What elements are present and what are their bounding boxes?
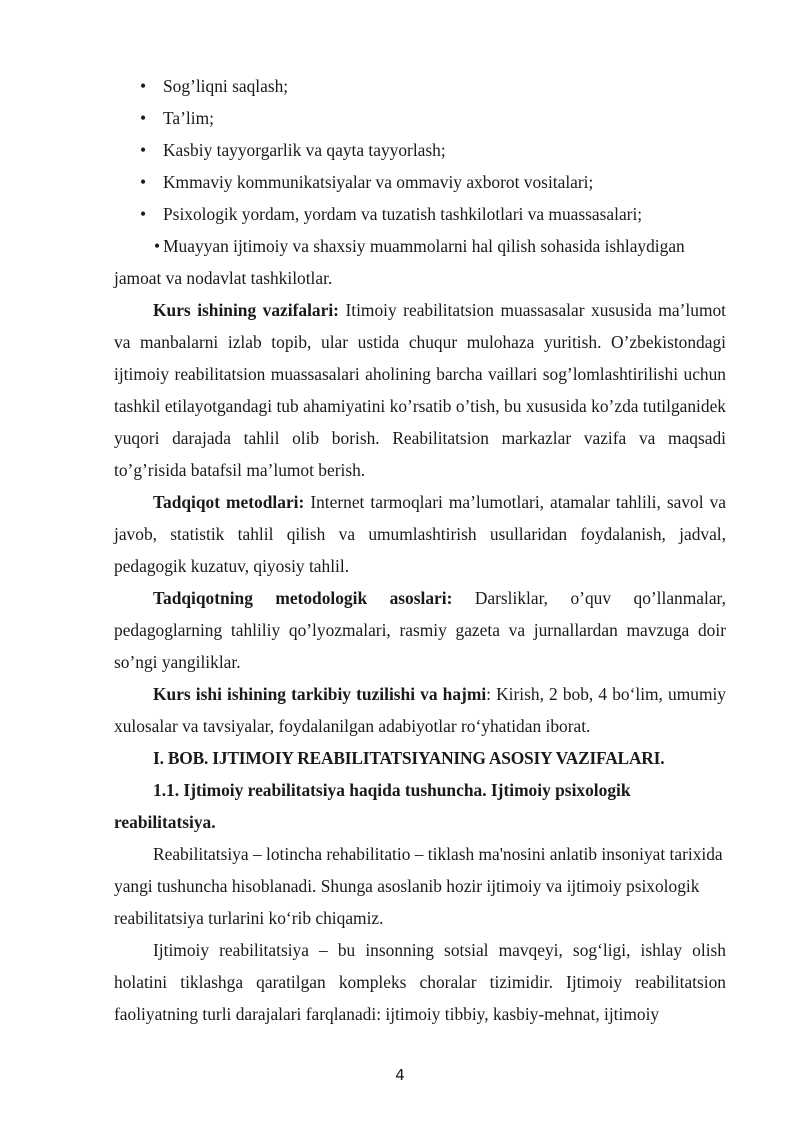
document-page: [114, 70, 726, 1030]
structure-text: : Kirish, 2 bob, 4 bo‘lim, umumiy xulosalar va tavsiyalar, foydalanilgan adabiyotlar ro‘yhatidan iborat.: [114, 684, 726, 736]
page-number: 4: [395, 1066, 405, 1084]
structure-label: Kurs ishi ishining tarkibiy tuzilishi va hajmi: [153, 684, 487, 704]
bullet-glyph: •: [140, 172, 147, 192]
course-tasks-paragraph: [114, 294, 726, 486]
social-rehabilitation-paragraph: Ijtimoiy reabilitatsiya – bu insonning sotsial mavqeyi, sog‘ligi, ishlay olish holatini tiklashga qaratilgan kompleks choralar tizimidir. Ijtimoiy reabilitatsion faoliyatning turli darajalari farqlanadi: ijtimoiy tibbiy, kasbiy-mehnat, ijtimoiy: [114, 940, 726, 1024]
section-heading: 1.1. Ijtimoiy reabilitatsiya haqida tushuncha. Ijtimoiy psixologik reabilitatsiya.: [114, 780, 631, 832]
methodological-basis-paragraph: [114, 582, 726, 678]
list-item: [114, 70, 726, 102]
bullet-glyph: •: [140, 76, 147, 96]
methodological-basis-label: Tadqiqotning metodologik asoslari:: [153, 588, 453, 608]
bullet-paragraph-text: Muayyan ijtimoiy va shaxsiy muammolarni hal qilish sohasida ishlaydigan jamoat va nodavlat tashkilotlar.: [114, 236, 685, 288]
list-item: [114, 166, 726, 198]
list-item: [114, 134, 726, 166]
course-tasks-label: Kurs ishining vazifalari:: [153, 300, 339, 320]
bullet-glyph: •: [140, 204, 147, 224]
list-item: [114, 102, 726, 134]
list-item-text: Ta’lim;: [163, 108, 214, 128]
structure-paragraph: [114, 678, 726, 742]
research-methods-paragraph: [114, 486, 726, 582]
chapter-heading: I. BOB. IJTIMOIY REABILITATSIYANING ASOSIY VAZIFALARI.: [153, 748, 665, 768]
rehabilitation-definition-paragraph: Reabilitatsiya – lotincha rehabilitatio – tiklash ma'nosini anlatib insoniyat tarixida yangi tushuncha hisoblanadi. Shunga asoslanib hozir ijtimoiy va ijtimoiy psixologik reabilitatsiya turlarini ko‘rib chiqamiz.: [114, 844, 723, 928]
research-methods-text: Internet tarmoqlari ma’lumotlari, atamalar tahlili, savol va javob, statistik tahlil qilish va umumlashtirish usullaridan foydalanish, jadval, pedagogik kuzatuv, qiyosiy tahlil.: [114, 492, 726, 576]
institution-list: [114, 70, 726, 230]
bullet-glyph: •: [140, 140, 147, 160]
list-item: [114, 198, 726, 230]
research-methods-label: Tadqiqot metodlari:: [153, 492, 305, 512]
list-item-text: Psixologik yordam, yordam va tuzatish tashkilotlari va muassasalari;: [163, 204, 643, 224]
list-item-text: Kmmaviy kommunikatsiyalar va ommaviy axborot vositalari;: [163, 172, 594, 192]
course-tasks-text: Itimoiy reabilitatsion muassasalar xususida ma’lumot va manbalarni izlab topib, ular ustida chuqur mulohaza yuritish. O’zbekistondagi ijtimoiy reabilitatsion muassasalari aholining barcha vaillari sog’lomlashtirilishi uchun tashkil etilayotgandagi tub ahamiyatini ko’rsatib o’tish, bu xususida ko’zda tutilganidek yuqori darajada tahlil olib borish. Reabilitatsion markazlar vazifa va maqsadi to’g’risida batafsil ma’lumot berish.: [114, 300, 726, 480]
bullet-glyph: •: [140, 108, 147, 128]
bullet-paragraph: [114, 230, 726, 294]
methodological-basis-text: Darsliklar, o’quv qo’llanmalar, pedagoglarning tahliliy qo’lyozmalari, rasmiy gazeta va jurnallardan mavzuga doir so’ngi yangiliklar.: [114, 588, 726, 672]
list-item-text: Sog’liqni saqlash;: [163, 76, 289, 96]
list-item-text: Kasbiy tayyorgarlik va qayta tayyorlash;: [163, 140, 446, 160]
bullet-glyph: •: [154, 236, 161, 256]
